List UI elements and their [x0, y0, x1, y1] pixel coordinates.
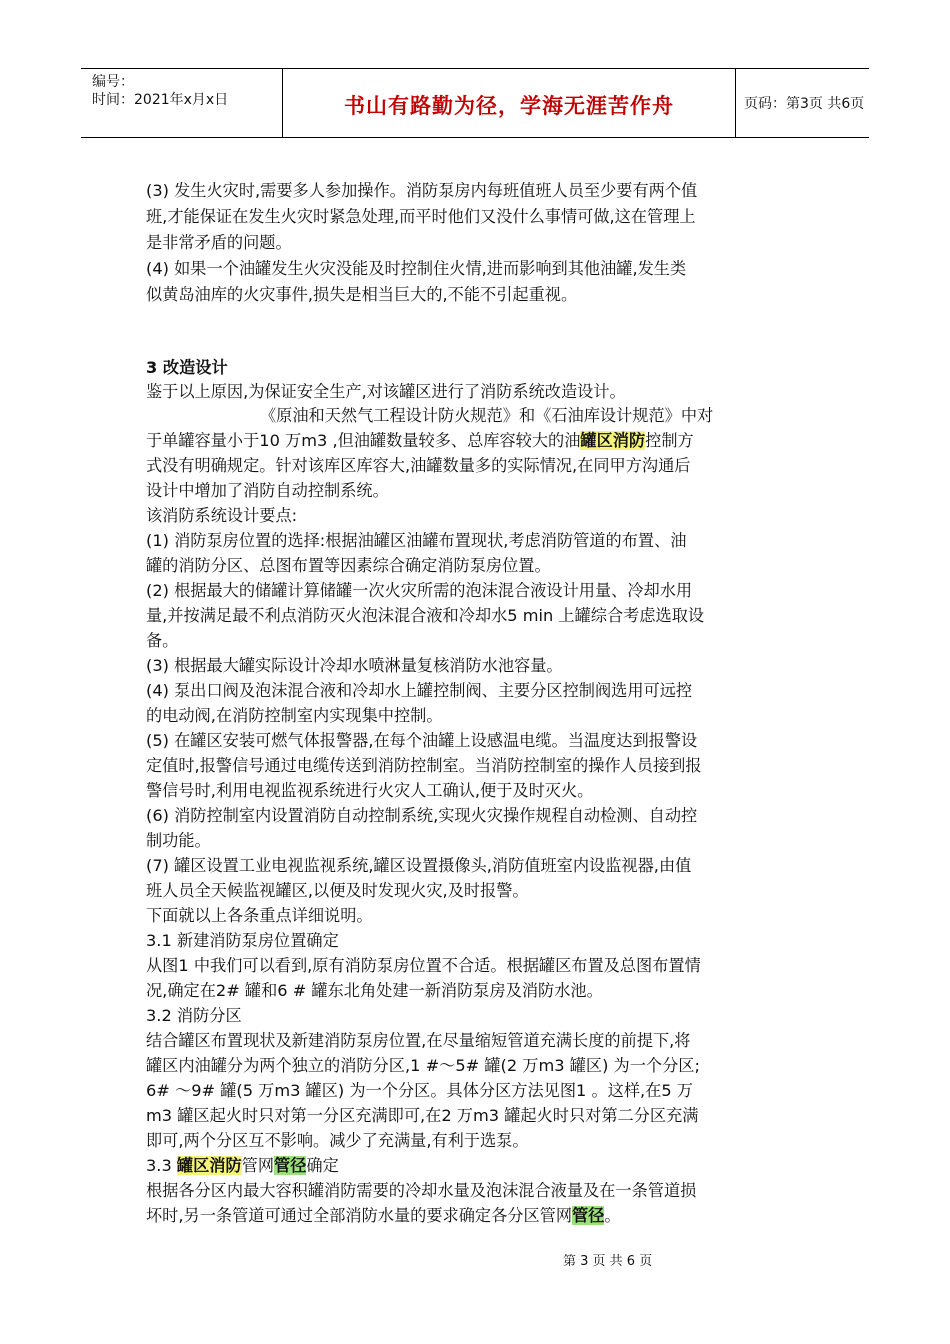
list-item-line: 罐的消防分区、总图布置等因素综合确定消防泵房位置。 [146, 556, 551, 575]
time-label: 时间：2021年x月x日 [92, 92, 229, 108]
list-item-line: (3) 根据最大罐实际设计冷却水喷淋量复核消防水池容量。 [146, 656, 563, 675]
highlighted-keyword: 罐区消防 [580, 431, 646, 450]
list-item-line: (4) 泵出口阀及泡沫混合液和冷却水上罐控制阀、主要分区控制阀选用可远控 [146, 681, 693, 700]
list-item-line: 警信号时,利用电视监视系统进行火灾人工确认,便于及时灭火。 [146, 781, 594, 800]
list-item-line: 制功能。 [146, 831, 211, 850]
paragraph-line: 是非常矛盾的问题。 [146, 233, 292, 252]
text-run: 于单罐容量小于10 万m3 ,但油罐数量较多、总库容较大的油 [146, 431, 581, 450]
list-item-line: (6) 消防控制室内设置消防自动控制系统,实现火灾操作规程自动检测、自动控 [146, 806, 698, 825]
highlighted-keyword: 管径 [274, 1156, 307, 1175]
header-meta-cell [81, 69, 282, 137]
paragraph-line [146, 430, 694, 452]
list-item-line: (7) 罐区设置工业电视监视系统,罐区设置摄像头,消防值班室内设监视器,由值 [146, 856, 692, 875]
list-item-line: 定值时,报警信号通过电缆传送到消防控制室。当消防控制室的操作人员接到报 [146, 756, 702, 775]
paragraph-line: 根据各分区内最大容积罐消防需要的冷却水量及泡沫混合液量及在一条管道损 [146, 1181, 697, 1200]
header-page-info: 页码：第3页 共6页 [744, 96, 865, 112]
text-run: 确定 [306, 1156, 339, 1175]
paragraph-line: 下面就以上各条重点详细说明。 [146, 906, 373, 925]
paragraph-line: 班,才能保证在发生火灾时紧急处理,而平时他们又没什么事情可做,这在管理上 [146, 207, 696, 226]
list-item-line: 量,并按满足最不利点消防灭火泡沫混合液和冷却水5 min 上罐综合考虑选取设 [146, 606, 705, 625]
highlighted-keyword: 管径 [572, 1206, 605, 1225]
paragraph-line: 式没有明确规定。针对该库区库容大,油罐数量多的实际情况,在同甲方沟通后 [146, 456, 691, 475]
page-footer: 第 3 页 共 6 页 [563, 1254, 653, 1269]
paragraph-line: 罐区内油罐分为两个独立的消防分区,1 #～5# 罐(2 万m3 罐区) 为一个分区; [146, 1056, 700, 1075]
list-item-line: 的电动阀,在消防控制室内实现集中控制。 [146, 706, 443, 725]
paragraph-line: 即可,两个分区互不影响。减少了充满量,有利于选泵。 [146, 1131, 529, 1150]
subsection-heading: 3.2 消防分区 [146, 1006, 242, 1025]
paragraph-line: 结合罐区布置现状及新建消防泵房位置,在尽量缩短管道充满长度的前提下,将 [146, 1031, 691, 1050]
paragraph-line: 况,确定在2# 罐和6 # 罐东北角处建一新消防泵房及消防水池。 [146, 981, 603, 1000]
subsection-heading [146, 1155, 339, 1177]
paragraph-line [146, 1205, 621, 1227]
paragraph-line: 设计中增加了消防自动控制系统。 [146, 481, 389, 500]
text-run: 控制方 [645, 431, 694, 450]
subsection-heading: 3.1 新建消防泵房位置确定 [146, 931, 339, 950]
text-run: 3.3 [146, 1156, 177, 1175]
header-page-cell [736, 69, 869, 137]
paragraph-line: (4) 如果一个油罐发生火灾没能及时控制住火情,进而影响到其他油罐,发生类 [146, 259, 687, 278]
list-item-line: (1) 消防泵房位置的选择:根据油罐区油罐布置现状,考虑消防管道的布置、油 [146, 531, 687, 550]
list-item-line: 备。 [146, 631, 179, 650]
paragraph-line: (3) 发生火灾时,需要多人参加操作。消防泵房内每班值班人员至少要有两个值 [146, 181, 698, 200]
text-run: 。 [604, 1206, 621, 1225]
paragraph-line: m3 罐区起火时只对第一分区充满即可,在2 万m3 罐起火时只对第二分区充满 [146, 1106, 699, 1125]
highlighted-keyword: 罐区消防 [176, 1156, 242, 1175]
paragraph-line: 鉴于以上原因,为保证安全生产,对该罐区进行了消防系统改造设计。 [146, 382, 626, 401]
paragraph-line: 从图1 中我们可以看到,原有消防泵房位置不合适。根据罐区布置及总图布置情 [146, 956, 701, 975]
text-run: 坏时,另一条管道可通过全部消防水量的要求确定各分区管网 [146, 1206, 573, 1225]
list-item-line: (5) 在罐区安装可燃气体报警器,在每个油罐上设感温电缆。当温度达到报警设 [146, 731, 698, 750]
page-header [81, 68, 869, 138]
section-heading: 3 改造设计 [146, 358, 228, 377]
header-motto-cell [282, 69, 736, 137]
paragraph-line: 《原油和天然气工程设计防火规范》和《石油库设计规范》中对 [260, 406, 714, 425]
paragraph-line: 该消防系统设计要点: [146, 506, 298, 525]
paragraph-line: 似黄岛油库的火灾事件,损失是相当巨大的,不能不引起重视。 [146, 285, 578, 304]
paragraph-line: 6# ～9# 罐(5 万m3 罐区) 为一个分区。具体分区方法见图1 。这样,在5 万 [146, 1081, 693, 1100]
list-item-line: (2) 根据最大的储罐计算储罐一次火灾所需的泡沫混合液设计用量、冷却水用 [146, 581, 693, 600]
text-run: 管网 [241, 1156, 275, 1175]
header-motto: 书山有路勤为径，学海无涯苦作舟 [344, 94, 674, 118]
list-item-line: 班人员全天候监视罐区,以便及时发现火灾,及时报警。 [146, 881, 529, 900]
serial-number-label: 编号： [92, 74, 134, 90]
